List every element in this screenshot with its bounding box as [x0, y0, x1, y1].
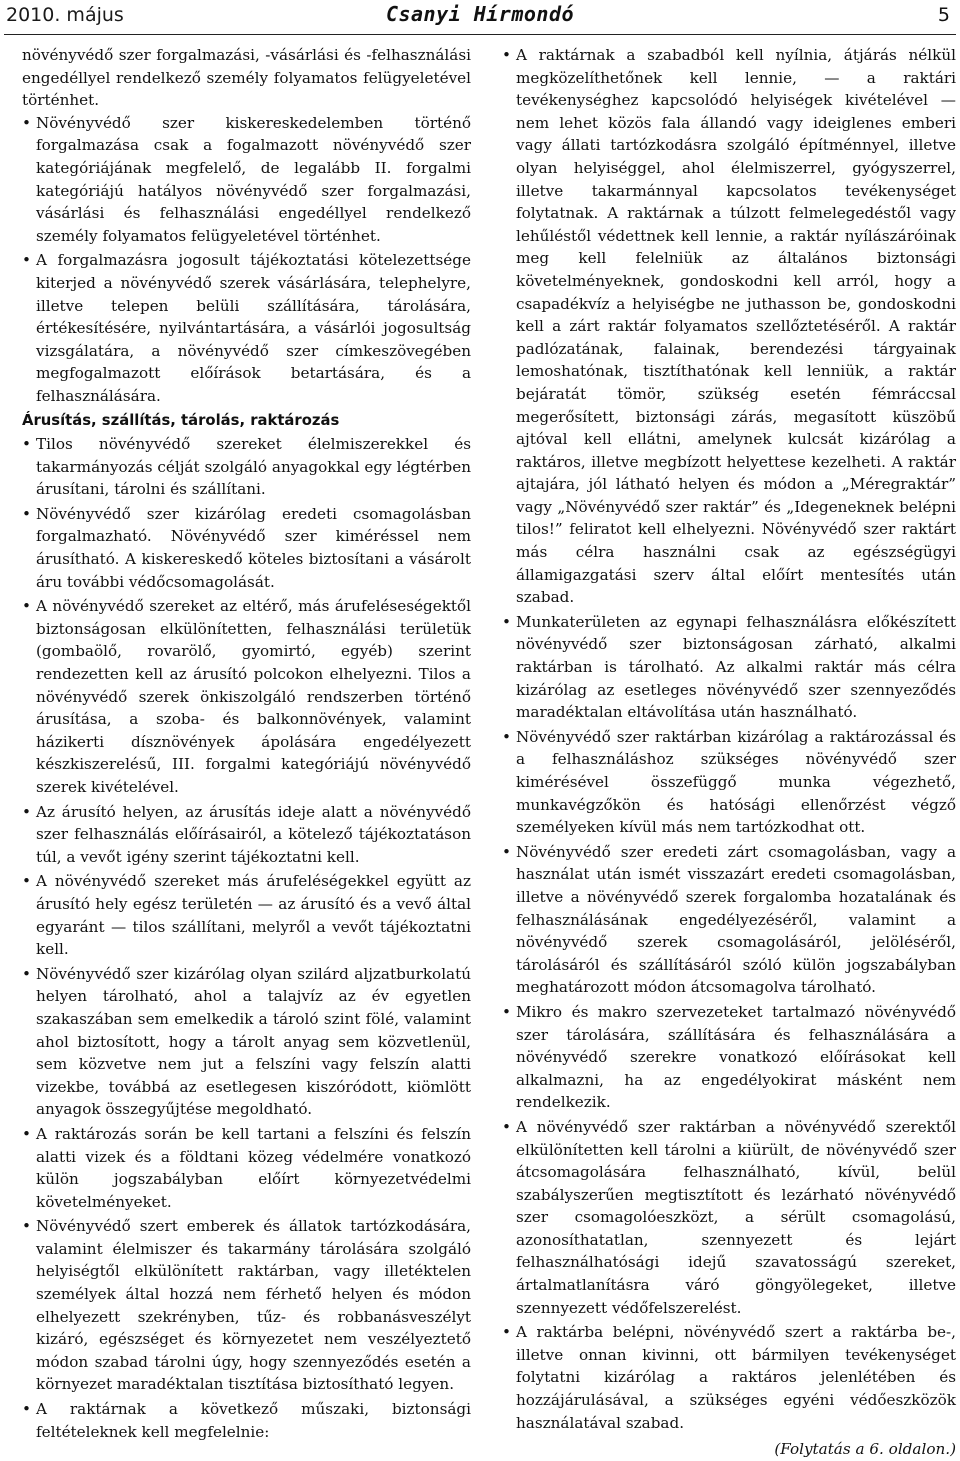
bullet-text: A raktározás során be kell tartani a felszíni és felszín alatti vizek és a földtani közeg védelmére vonatkozó külön jogszabályban előírt környezetvédelmi követelményeket.: [36, 1124, 471, 1211]
bullet-item: [502, 611, 956, 724]
bullet-icon: •: [22, 435, 31, 454]
bullet-icon: •: [502, 1002, 511, 1021]
bullet-item: [22, 1398, 471, 1443]
bullet-text: A forgalmazásra jogosult tájékoztatási kötelezettsége kiterjed a növényvédő szerek vásárlására, telephelyre, illetve telepen belüli szállítására, tárolására, értékesítésére, nyilvántartására, a vásárlói jogosultság vizsgálatára, a növényvédő szer címkeszövegében megfogalmazott előírások betartására, és a felhasználására.: [36, 251, 471, 405]
bullet-text: Növényvédő szer raktárban kizárólag a raktározással és a felhasználáshoz szükséges növényvédő szer kimérésével összefüggő munka végezhető, munkavégzőkön és hatósági ellenőrzést végző személyeken kívül más nem tartózkodhat ott.: [516, 727, 956, 837]
bullet-icon: •: [22, 251, 31, 270]
page-header: [6, 0, 954, 34]
bullet-item: [22, 433, 471, 501]
bullet-item: [502, 1001, 956, 1114]
newsletter-title: Csanyi Hírmondó: [385, 2, 575, 26]
bullet-icon: •: [22, 597, 31, 616]
bullet-item: [22, 963, 471, 1121]
bullet-item: [22, 1123, 471, 1213]
bullet-item: [22, 595, 471, 798]
bullet-icon: •: [22, 1400, 31, 1419]
bullet-item: [22, 112, 471, 248]
bullet-text: A növényvédő szereket az eltérő, más árufeléseségektől biztonságosan elkülönítetten, felhasználási területük (gombaölő, rovarölő, gyomirtó, egyéb) szerint rendezetten kell az árusító polcokon elhelyezni. Tilos a növényvédő szerek önkiszolgáló rendszerben történő árusítása, a szoba- és balkonnövények, valamint házikerti dísznövények ápolására engedélyezett készkiszerelésű, III. forgalmi kategóriájú növényvédő szerek kivételével.: [36, 597, 471, 796]
intro-paragraph: növényvédő szer forgalmazási, -vásárlási és -felhasználási engedéllyel rendelkező személy folyamatos felügyeletével történhet.: [22, 46, 471, 110]
bullet-text: A raktárnak a következő műszaki, biztonsági feltételeknek kell megfelelnie:: [36, 1400, 471, 1441]
bullet-text: Az árusító helyen, az árusítás ideje alatt a növényvédő szer felhasználás előírásairól, a kötelező tájékoztatáson túl, a vevőt igény szerint tájékoztatni kell.: [36, 802, 471, 866]
bullet-icon: •: [22, 802, 31, 821]
header-rule: [4, 34, 956, 35]
bullet-icon: •: [22, 872, 31, 891]
bullet-item: [22, 249, 471, 407]
bullet-text: Tilos növényvédő szereket élelmiszerekkel és takarmányozás célját szolgáló anyagokkal egy légtérben árusítani, tárolni és szállítani.: [36, 435, 471, 499]
section-heading-wrap: [22, 410, 471, 433]
bullet-item: [502, 1116, 956, 1319]
section-heading: Árusítás, szállítás, tárolás, raktározás: [22, 411, 340, 429]
bullet-list-a: [22, 112, 471, 408]
bullet-item: [502, 1321, 956, 1434]
bullet-icon: •: [22, 504, 31, 523]
bullet-icon: •: [502, 1117, 511, 1136]
bullet-text: A növényvédő szer raktárban a növényvédő szerektől elkülönítetten kell tárolni a kiürült, de növényvédő szer átcsomagolására felhasználható, kívül, belül szabályszerűen megtisztított és lezárható növényvédő szer csomagolóeszközt, a sérült csomagolású, azonosíthatatlan, szennyezett és lejárt felhasználhatósági idejű szavatosságú szereket, ártalmatlanításra váró göngyölegeket, illetve szennyezett védőfelszerelést.: [516, 1117, 956, 1317]
bullet-icon: •: [502, 727, 511, 746]
bullet-text: Mikro és makro szervezeteket tartalmazó növényvédő szer tárolására, szállítására és felhasználására a növényvédő szerekre vonatkozó előírásokat kell alkalmazni, ha az engedélyokirat másként nem rendelkezik.: [516, 1002, 956, 1112]
bullet-icon: •: [22, 1217, 31, 1236]
issue-date: 2010. május: [6, 4, 124, 26]
bullet-item: [22, 801, 471, 869]
bullet-text: Növényvédő szer kizárólag eredeti csomagolásban forgalmazható. Növényvédő szer kiméréssel nem árusítható. A kiskereskedő köteles biztosítani a vásárolt áru további védőcsomagolását.: [36, 504, 471, 591]
bullet-item: [22, 503, 471, 593]
bullet-icon: •: [502, 46, 511, 64]
bullet-text: Növényvédő szert emberek és állatok tartózkodására, valamint élelmiszer és takarmány tárolására szolgáló helyiségtől elkülönített raktárban, vagy illetéktelen személyek által hozzá nem férhető helyen és módon elhelyezett szekrényben, tűz- és robbanásveszélyt kizáró, egészséget és környezetet nem veszélyeztető módon szabad tárolni úgy, hogy szennyeződés esetén a környezet maradéktalan tisztítása biztosítható legyen.: [36, 1217, 471, 1394]
bullet-item: [502, 44, 956, 609]
page-number: 5: [937, 4, 950, 26]
bullet-list-right: [502, 44, 956, 1434]
bullet-text: Növényvédő szer eredeti zárt csomagolásban, vagy a használat után ismét visszazárt eredeti csomagolásban, illetve a növényvédő szerek forgalomba hozatalának és felhasználásának engedélyezéséről, valamint a növényvédő szerek csomagolásáról, jelöléséről, tárolásáról és szállításáról szóló külön jogszabályban meghatározott módon átcsomagolva tárolható.: [516, 842, 956, 997]
bullet-item: [22, 870, 471, 960]
left-column: [22, 44, 471, 1445]
bullet-item: [502, 841, 956, 999]
bullet-item: [22, 1215, 471, 1396]
bullet-icon: •: [502, 612, 511, 631]
continued-note: (Folytatás a 6. oldalon.): [774, 1440, 956, 1459]
right-column: [502, 44, 956, 1461]
bullet-text: A növényvédő szereket más árufeléségekkel együtt az árusító hely egész területén — az árusító és a vevő által egyaránt — tilos szállítani, melyről a vevőt tájékoztatni kell.: [36, 872, 471, 959]
bullet-text: Növényvédő szer kiskereskedelemben történő forgalmazása csak a fogalmazott növényvédő szer kategóriájának megfelelő, de legalább II. forgalmi kategóriájú hatályos növényvédő szer forgalmazási, vásárlási és felhasználási engedéllyel rendelkező személy folyamatos felügyeletével történhet.: [36, 113, 471, 245]
bullet-icon: •: [502, 1323, 511, 1342]
bullet-text: A raktárba belépni, növényvédő szert a raktárba be-, illetve onnan kivinni, ott bármilyen tevékenységet folytatni kizárólag a raktáros jelenlétében és hozzájárulásával, a szükséges egyéni védőeszközök használatával szabad.: [516, 1323, 956, 1432]
bullet-text: Növényvédő szer kizárólag olyan szilárd aljzatburkolatú helyen tárolható, ahol a talajvíz az év egyetlen szakaszában sem emelkedik a tároló szint fölé, valamint ahol biztosított, hogy a tárolt anyag sem közvetlenül, sem közvetve nem jut a felszíni vagy felszín alatti vizekbe, továbbá az esetlegesen kiszóródott, kiömlött anyagok összegyűjtése megoldható.: [36, 964, 471, 1119]
bullet-item: [502, 726, 956, 839]
bullet-icon: •: [502, 842, 511, 861]
bullet-text: A raktárnak a szabadból kell nyílnia, átjárás nélkül megközelíthetőnek kell lennie, — a raktári tevékenységhez kapcsolódó helyiségek kivételével — nem lehet közös fala állandó vagy ideiglenes emberi vagy állati tartózkodásra szolgáló építménnyel, illetve olyan helyiséggel, ahol élelmiszerrel, gyógyszerrel, illetve takarmánnyal kapcsolatos tevékenységet folytatnak. A raktárnak a túlzott felmelegedéstől vagy lehűléstől védettnek kell lennie, a raktár nyílászáróinak meg kell felelniük az általános biztonsági követelményeknek, gondoskodni kell arról, hogy a csapadékvíz a helyiségbe ne juthasson be, gondoskodni kell a zárt raktár folyamatos szellőztetéséről. A raktár padlózatának, falainak, berendezési tárgyainak lemoshatónak, tisztíthatónak kell lenniük, a raktár bejáratát tömör, szükség esetén fémráccsal megerősített, biztonsági zárás, megasított küszöbű ajtóval kell ellátni, amelynek kulcsát kizárólag a raktáros, illetve megbízott helyettese kezelheti. A raktár ajtajára, jól látható helyen és módon a „Méregraktár” vagy „Növényvédő szer raktár” és „Idegeneknek belépni tilos!” feliratot kell elhelyezni. Növényvédő szer raktárt más célra használni csak az egészségügyi államigazgatási szerv által előírt mentesítés után szabad.: [516, 46, 956, 607]
bullet-text: Munkaterületen az egynapi felhasználásra előkészített növényvédő szer biztonságosan zárható, alkalmi raktárban is tárolható. Az alkalmi raktár más célra kizárólag az esetleges növényvédő szer szennyeződés maradéktalan eltávolítása után használható.: [516, 612, 956, 722]
bullet-list-b: [22, 433, 471, 1443]
bullet-icon: •: [22, 964, 31, 983]
bullet-icon: •: [22, 113, 31, 132]
bullet-icon: •: [22, 1124, 31, 1143]
